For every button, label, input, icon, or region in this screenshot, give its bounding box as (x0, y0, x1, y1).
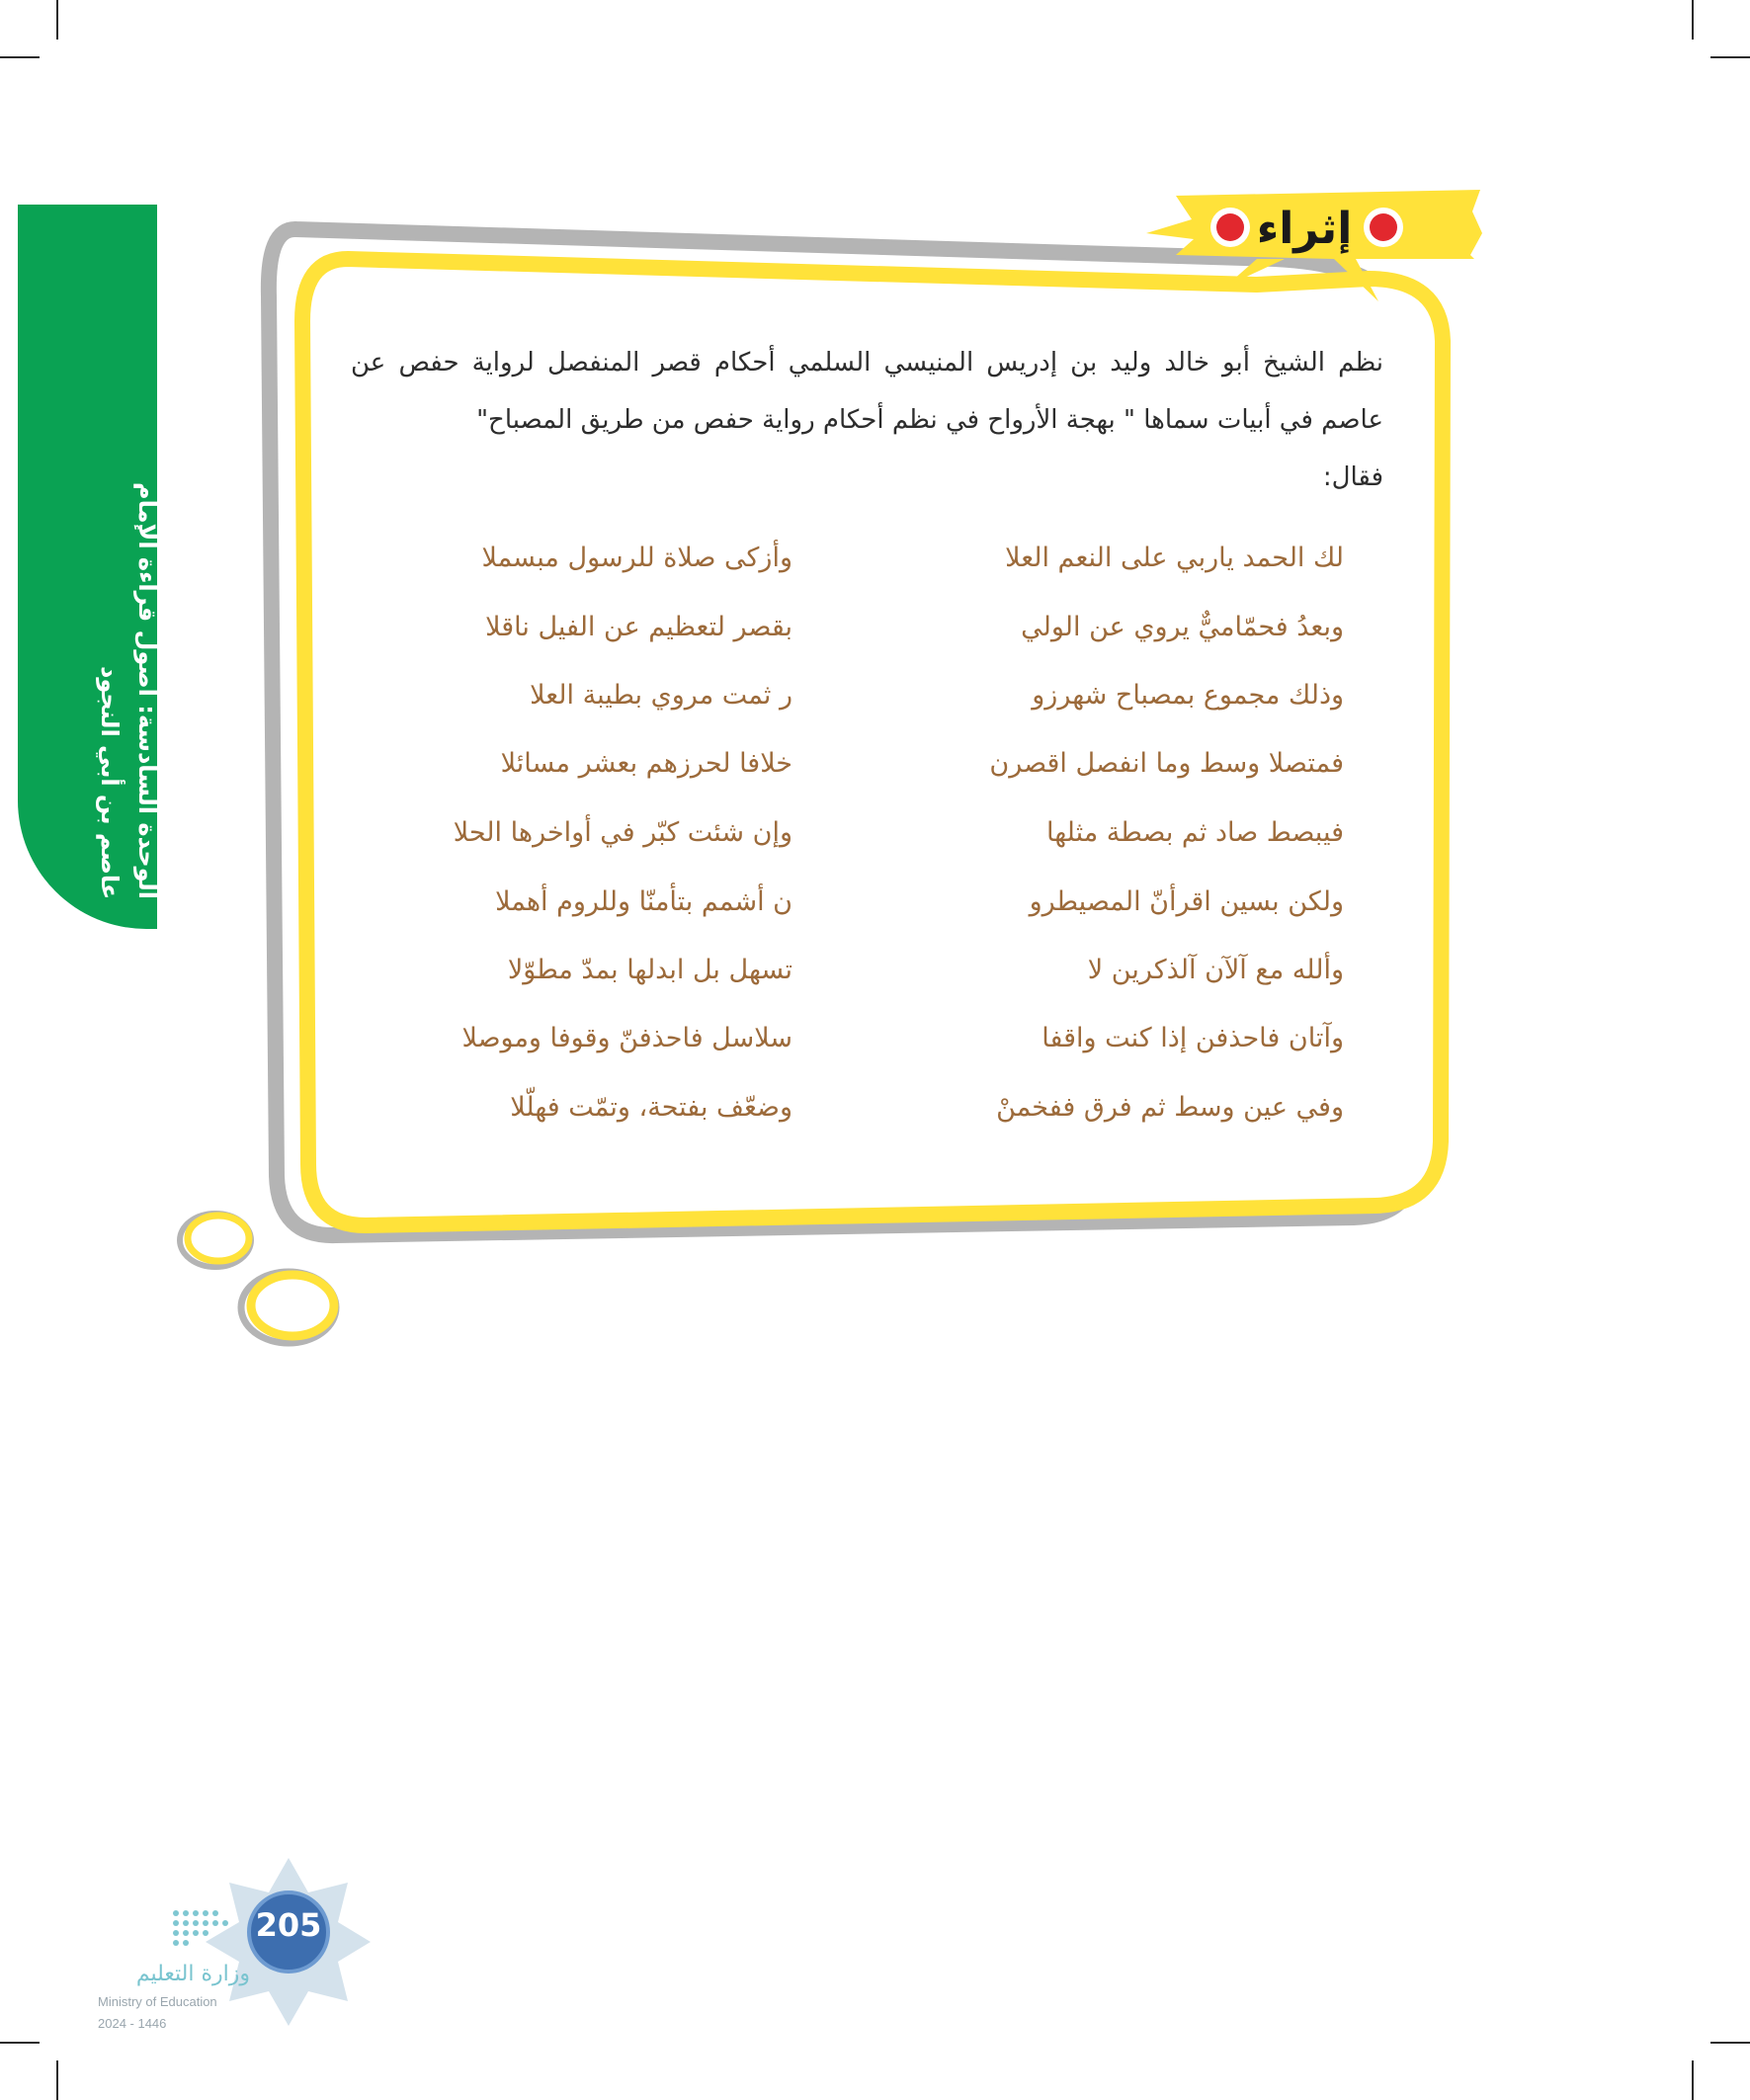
intro-line-2: عن عاصم في أبيات سماها " بهجة الأرواح في نظم أحكام رواية حفص من طريق المصباح" (351, 348, 1383, 435)
verse-right-7: وألله مع آلآن آلذكرين لا (1087, 955, 1344, 985)
verse-right-8: وآتان فاحذفن إذا كنت واقفا (1042, 1023, 1344, 1053)
verse-left-2: بقصر لتعظيم عن الفيل ناقلا (485, 612, 792, 642)
verse-left-1: وأزكى صلاة للرسول مبسملا (481, 543, 792, 573)
verse-right-6: ولكن بسين اقرأنّ المصيطرو (1029, 886, 1344, 917)
chapter-title-line1: الوحدة السادسة: أصول قراءة الإمام (133, 482, 161, 899)
chapter-title-line2: عاصم بن أبي النجود (96, 665, 124, 899)
intro-line-3: فقال: (1322, 462, 1383, 492)
ministry-name-english: Ministry of Education (98, 1994, 217, 2009)
verse-left-3: ر ثمت مروي بطيبة العلا (530, 680, 792, 711)
intro-line-1: نظم الشيخ أبو خالد وليد بن إدريس المنيسي السلمي أحكام قصر المنفصل لرواية حفص (398, 348, 1384, 378)
verse-left-8: سلاسل فاحذفنّ وقوفا وموصلا (461, 1023, 792, 1053)
intro-paragraph (351, 334, 1383, 506)
verse-right-3: وذلك مجموع بمصباح شهرزو (1032, 680, 1344, 711)
enrichment-tag-label: إثراء (1256, 204, 1353, 254)
verse-left-4: خلافا لحرزهم بعشر مسائلا (500, 748, 792, 779)
verse-left-6: ن أشمم بتأمنّا وللروم أهملا (495, 886, 792, 917)
verse-left-7: تسهل بل ابدلها بمدّ مطوّلا (507, 955, 792, 985)
verse-right-1: لك الحمد ياربي على النعم العلا (1005, 543, 1344, 573)
page-number: 205 (255, 1906, 322, 1944)
verse-right-4: فمتصلا وسط وما انفصل اقصرن (989, 748, 1344, 779)
edition-year: 2024 - 1446 (98, 2016, 167, 2031)
ministry-name-arabic: وزارة التعليم (135, 1962, 250, 1986)
verse-right-5: فيبصط صاد ثم بصطة مثلها (1045, 817, 1344, 848)
verse-left-9: وضعّف بفتحة، وتمّت فهلّلا (510, 1092, 792, 1123)
verse-right-2: وبعدُ فحمّاميٌّ يروي عن الولي (1021, 612, 1344, 642)
verse-left-5: وإن شئت كبّر في أواخرها الحلا (453, 817, 792, 848)
verse-right-9: وفي عين وسط ثم فرق ففخمنْ (996, 1092, 1344, 1123)
